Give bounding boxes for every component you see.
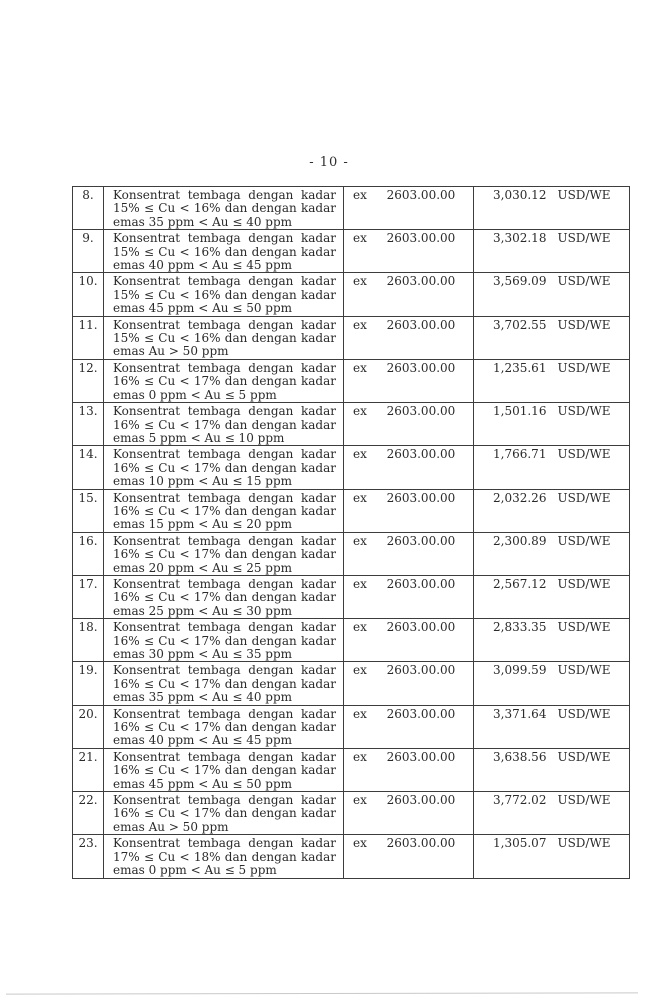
price-wrap [488, 751, 611, 764]
hs-ex-prefix: ex [353, 317, 367, 332]
hs-code-wrap [353, 535, 463, 548]
row-number-cell [73, 316, 104, 359]
table-row [73, 230, 630, 273]
description-line: emas 35 ppm < Au ≤ 40 ppm [113, 215, 293, 229]
hs-code-cell [344, 230, 474, 273]
description-cell [104, 446, 344, 489]
description-line: emas 5 ppm < Au ≤ 10 ppm [113, 431, 285, 445]
description-cell [104, 187, 344, 230]
price-cell [474, 403, 630, 446]
hs-code-wrap [353, 189, 463, 202]
price-cell [474, 316, 630, 359]
price-cell [474, 662, 630, 705]
price-wrap [488, 232, 611, 245]
description-line: Konsentrat tembaga dengan kadar [113, 491, 336, 505]
description-cell [104, 619, 344, 662]
price-unit: USD/WE [557, 793, 611, 808]
hs-code-cell [344, 662, 474, 705]
hs-code-wrap [353, 492, 463, 505]
description-line: emas Au > 50 ppm [113, 345, 229, 359]
description-line: emas 45 ppm < Au ≤ 50 ppm [113, 302, 293, 316]
hs-ex-prefix: ex [353, 749, 367, 764]
price-cell [474, 705, 630, 748]
price-cell [474, 446, 630, 489]
row-number-cell [73, 835, 104, 878]
table-row [73, 705, 630, 748]
description-line: emas 20 ppm < Au ≤ 25 ppm [113, 561, 293, 575]
description-line: 16% ≤ Cu < 17% dan dengan kadar [113, 418, 336, 432]
table-row [73, 316, 630, 359]
row-number: 16. [78, 533, 98, 548]
price-wrap [488, 837, 611, 850]
description-cell [104, 273, 344, 316]
hs-code-cell [344, 619, 474, 662]
price-amount: 1,305.07 [493, 836, 547, 851]
description-cell [104, 489, 344, 532]
description-line: emas 10 ppm < Au ≤ 15 ppm [113, 475, 293, 489]
row-number-cell [73, 489, 104, 532]
hs-ex-prefix: ex [353, 274, 367, 289]
row-number: 10. [78, 274, 98, 289]
hs-ex-prefix: ex [353, 576, 367, 591]
row-number-cell [73, 230, 104, 273]
table-row [73, 446, 630, 489]
price-unit: USD/WE [557, 188, 611, 202]
price-cell [474, 835, 630, 878]
hs-code-cell [344, 532, 474, 575]
hs-code-value: 2603.00.00 [386, 317, 456, 332]
hs-ex-prefix: ex [353, 533, 367, 548]
commodity-price-table [72, 186, 630, 879]
hs-code-cell [344, 575, 474, 618]
row-number: 11. [78, 317, 98, 332]
table-row [73, 792, 630, 835]
hs-ex-prefix: ex [353, 447, 367, 462]
description-line: Konsentrat tembaga dengan kadar [113, 361, 336, 375]
description-cell [104, 230, 344, 273]
price-cell [474, 792, 630, 835]
price-wrap [488, 362, 611, 375]
description-line: 16% ≤ Cu < 17% dan dengan kadar [113, 548, 336, 562]
price-amount: 3,638.56 [493, 749, 547, 764]
description-line: 16% ≤ Cu < 17% dan dengan kadar [113, 634, 336, 648]
price-wrap [488, 794, 611, 807]
price-cell [474, 230, 630, 273]
hs-code-value: 2603.00.00 [386, 749, 456, 764]
price-cell [474, 489, 630, 532]
hs-ex-prefix: ex [353, 620, 367, 635]
description-line: emas 40 ppm < Au ≤ 45 ppm [113, 259, 293, 273]
description-line: Konsentrat tembaga dengan kadar [113, 707, 336, 721]
table-row [73, 619, 630, 662]
price-wrap [488, 664, 611, 677]
hs-code-cell [344, 792, 474, 835]
hs-ex-prefix: ex [353, 793, 367, 808]
row-number: 17. [78, 576, 98, 591]
price-wrap [488, 405, 611, 418]
row-number: 8. [82, 188, 94, 202]
row-number: 15. [78, 490, 98, 505]
table-row [73, 575, 630, 618]
row-number-cell [73, 359, 104, 402]
row-number-cell [73, 705, 104, 748]
row-number-cell [73, 662, 104, 705]
scan-edge-artifact [6, 992, 638, 994]
price-amount: 1,235.61 [493, 360, 547, 375]
price-amount: 3,099.59 [493, 663, 547, 678]
price-amount: 3,302.18 [493, 231, 547, 246]
row-number-cell [73, 619, 104, 662]
price-amount: 3,702.55 [493, 317, 547, 332]
price-wrap [488, 535, 611, 548]
description-line: emas 30 ppm < Au ≤ 35 ppm [113, 648, 293, 661]
hs-ex-prefix: ex [353, 490, 367, 505]
description-line: Konsentrat tembaga dengan kadar [113, 405, 336, 419]
hs-code-cell [344, 273, 474, 316]
price-unit: USD/WE [557, 360, 611, 375]
row-number-cell [73, 187, 104, 230]
hs-code-value: 2603.00.00 [386, 404, 456, 419]
row-number: 23. [78, 836, 98, 851]
description-line: emas Au > 50 ppm [113, 820, 229, 834]
price-cell [474, 532, 630, 575]
price-amount: 3,030.12 [493, 188, 547, 202]
description-line: Konsentrat tembaga dengan kadar [113, 750, 336, 764]
table-row [73, 835, 630, 878]
hs-code-wrap [353, 794, 463, 807]
description-cell [104, 359, 344, 402]
hs-code-wrap [353, 362, 463, 375]
price-amount: 3,371.64 [493, 706, 547, 721]
price-wrap [488, 492, 611, 505]
description-line: 15% ≤ Cu < 16% dan dengan kadar [113, 202, 336, 216]
price-wrap [488, 319, 611, 332]
price-cell [474, 359, 630, 402]
table-row [73, 187, 630, 230]
price-cell [474, 619, 630, 662]
price-cell [474, 748, 630, 791]
table-row [73, 273, 630, 316]
description-cell [104, 662, 344, 705]
hs-code-cell [344, 489, 474, 532]
description-cell [104, 316, 344, 359]
description-line: 16% ≤ Cu < 17% dan dengan kadar [113, 764, 336, 778]
table-row [73, 748, 630, 791]
hs-code-value: 2603.00.00 [386, 533, 456, 548]
hs-code-wrap [353, 275, 463, 288]
hs-code-wrap [353, 448, 463, 461]
hs-code-cell [344, 705, 474, 748]
description-cell [104, 575, 344, 618]
description-cell [104, 792, 344, 835]
table-row [73, 489, 630, 532]
description-line: Konsentrat tembaga dengan kadar [113, 577, 336, 591]
hs-code-cell [344, 403, 474, 446]
hs-code-value: 2603.00.00 [386, 188, 456, 202]
table-row [73, 403, 630, 446]
row-number-cell [73, 403, 104, 446]
price-unit: USD/WE [557, 490, 611, 505]
row-number: 18. [78, 620, 98, 635]
hs-code-value: 2603.00.00 [386, 836, 456, 851]
description-line: Konsentrat tembaga dengan kadar [113, 318, 336, 332]
description-line: 15% ≤ Cu < 16% dan dengan kadar [113, 288, 336, 302]
description-cell [104, 532, 344, 575]
hs-code-cell [344, 748, 474, 791]
row-number: 13. [78, 404, 98, 419]
hs-code-value: 2603.00.00 [386, 793, 456, 808]
hs-ex-prefix: ex [353, 404, 367, 419]
price-wrap [488, 448, 611, 461]
price-unit: USD/WE [557, 447, 611, 462]
price-unit: USD/WE [557, 706, 611, 721]
row-number-cell [73, 748, 104, 791]
price-unit: USD/WE [557, 576, 611, 591]
price-unit: USD/WE [557, 404, 611, 419]
table-row [73, 532, 630, 575]
description-line: 16% ≤ Cu < 17% dan dengan kadar [113, 677, 336, 691]
hs-ex-prefix: ex [353, 706, 367, 721]
price-wrap [488, 708, 611, 721]
hs-code-value: 2603.00.00 [386, 576, 456, 591]
description-line: Konsentrat tembaga dengan kadar [113, 275, 336, 289]
hs-ex-prefix: ex [353, 360, 367, 375]
row-number-cell [73, 532, 104, 575]
description-line: 17% ≤ Cu < 18% dan dengan kadar [113, 850, 336, 864]
hs-code-cell [344, 835, 474, 878]
page-number: - 10 - [309, 155, 349, 170]
hs-code-value: 2603.00.00 [386, 663, 456, 678]
hs-code-value: 2603.00.00 [386, 447, 456, 462]
row-number: 12. [78, 360, 98, 375]
price-unit: USD/WE [557, 620, 611, 635]
price-amount: 3,772.02 [493, 793, 547, 808]
description-line: 16% ≤ Cu < 17% dan dengan kadar [113, 461, 336, 475]
hs-ex-prefix: ex [353, 663, 367, 678]
hs-code-value: 2603.00.00 [386, 274, 456, 289]
description-line: Konsentrat tembaga dengan kadar [113, 664, 336, 678]
description-line: emas 0 ppm < Au ≤ 5 ppm [113, 864, 277, 878]
hs-code-wrap [353, 708, 463, 721]
price-wrap [488, 578, 611, 591]
hs-code-cell [344, 446, 474, 489]
description-line: emas 40 ppm < Au ≤ 45 ppm [113, 734, 293, 748]
row-number-cell [73, 446, 104, 489]
hs-ex-prefix: ex [353, 188, 367, 202]
row-number: 19. [78, 663, 98, 678]
description-line: Konsentrat tembaga dengan kadar [113, 189, 336, 202]
hs-code-value: 2603.00.00 [386, 231, 456, 246]
row-number: 14. [78, 447, 98, 462]
row-number-cell [73, 575, 104, 618]
price-wrap [488, 189, 611, 202]
price-unit: USD/WE [557, 749, 611, 764]
description-cell [104, 748, 344, 791]
table-row [73, 359, 630, 402]
price-wrap [488, 275, 611, 288]
price-amount: 2,567.12 [493, 576, 547, 591]
description-line: 16% ≤ Cu < 17% dan dengan kadar [113, 721, 336, 735]
hs-code-value: 2603.00.00 [386, 360, 456, 375]
hs-code-cell [344, 359, 474, 402]
table-row [73, 662, 630, 705]
description-line: Konsentrat tembaga dengan kadar [113, 534, 336, 548]
description-line: Konsentrat tembaga dengan kadar [113, 621, 336, 635]
description-line: Konsentrat tembaga dengan kadar [113, 794, 336, 808]
hs-code-wrap [353, 621, 463, 634]
rate-table-body [73, 187, 630, 879]
description-line: 16% ≤ Cu < 17% dan dengan kadar [113, 591, 336, 605]
description-line: emas 45 ppm < Au ≤ 50 ppm [113, 777, 293, 791]
description-line: Konsentrat tembaga dengan kadar [113, 232, 336, 246]
hs-ex-prefix: ex [353, 836, 367, 851]
hs-code-wrap [353, 837, 463, 850]
price-amount: 1,766.71 [493, 447, 547, 462]
hs-code-wrap [353, 405, 463, 418]
description-cell [104, 403, 344, 446]
description-line: Konsentrat tembaga dengan kadar [113, 448, 336, 462]
row-number: 22. [78, 793, 98, 808]
hs-code-wrap [353, 232, 463, 245]
row-number: 20. [78, 706, 98, 721]
description-line: 15% ≤ Cu < 16% dan dengan kadar [113, 245, 336, 259]
description-line: 16% ≤ Cu < 17% dan dengan kadar [113, 807, 336, 821]
row-number: 9. [82, 231, 94, 246]
hs-code-wrap [353, 578, 463, 591]
description-line: 15% ≤ Cu < 16% dan dengan kadar [113, 332, 336, 346]
description-line: 16% ≤ Cu < 17% dan dengan kadar [113, 375, 336, 389]
price-unit: USD/WE [557, 231, 611, 246]
hs-code-wrap [353, 319, 463, 332]
description-cell [104, 705, 344, 748]
hs-code-value: 2603.00.00 [386, 706, 456, 721]
hs-code-wrap [353, 664, 463, 677]
hs-code-value: 2603.00.00 [386, 620, 456, 635]
price-amount: 2,833.35 [493, 620, 547, 635]
price-unit: USD/WE [557, 274, 611, 289]
price-amount: 2,032.26 [493, 490, 547, 505]
price-unit: USD/WE [557, 836, 611, 851]
description-line: emas 35 ppm < Au ≤ 40 ppm [113, 691, 293, 705]
price-wrap [488, 621, 611, 634]
row-number-cell [73, 273, 104, 316]
description-line: emas 0 ppm < Au ≤ 5 ppm [113, 388, 277, 402]
price-cell [474, 187, 630, 230]
row-number-cell [73, 792, 104, 835]
hs-code-wrap [353, 751, 463, 764]
hs-code-cell [344, 316, 474, 359]
price-amount: 2,300.89 [493, 533, 547, 548]
price-cell [474, 273, 630, 316]
price-amount: 1,501.16 [493, 404, 547, 419]
hs-ex-prefix: ex [353, 231, 367, 246]
description-line: emas 25 ppm < Au ≤ 30 ppm [113, 604, 293, 618]
hs-code-cell [344, 187, 474, 230]
description-line: Konsentrat tembaga dengan kadar [113, 837, 336, 851]
row-number: 21. [78, 749, 98, 764]
description-line: 16% ≤ Cu < 17% dan dengan kadar [113, 504, 336, 518]
description-cell [104, 835, 344, 878]
description-line: emas 15 ppm < Au ≤ 20 ppm [113, 518, 293, 532]
price-cell [474, 575, 630, 618]
hs-code-value: 2603.00.00 [386, 490, 456, 505]
price-unit: USD/WE [557, 533, 611, 548]
price-unit: USD/WE [557, 663, 611, 678]
price-unit: USD/WE [557, 317, 611, 332]
price-amount: 3,569.09 [493, 274, 547, 289]
